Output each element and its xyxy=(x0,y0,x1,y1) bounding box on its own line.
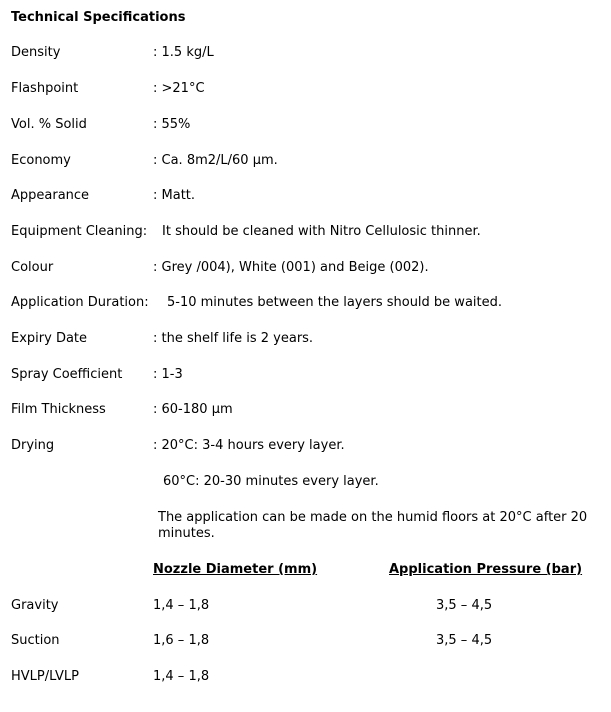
spec-value: : 1.5 kg/L xyxy=(153,45,214,60)
spec-label: Expiry Date xyxy=(11,331,88,346)
table-row-method: Gravity xyxy=(11,598,59,613)
spec-label: Appearance xyxy=(11,188,90,203)
spec-value: : 1-3 xyxy=(153,367,183,382)
table-header-nozzle: Nozzle Diameter (mm) xyxy=(153,562,318,577)
table-row-nozzle: 1,4 – 1,8 xyxy=(153,598,210,613)
spec-label: Spray Coefficient xyxy=(11,367,123,382)
drying-extra: 60°C: 20-30 minutes every layer. xyxy=(163,474,379,489)
spec-label: Flashpoint xyxy=(11,81,79,96)
spec-value: : the shelf life is 2 years. xyxy=(153,331,314,346)
table-row-nozzle: 1,4 – 1,8 xyxy=(153,669,210,684)
table-row-pressure: 3,5 – 4,5 xyxy=(436,633,493,648)
spec-label: Film Thickness xyxy=(11,402,106,417)
spec-value: 5-10 minutes between the layers should be waited. xyxy=(167,295,502,310)
table-header-pressure: Application Pressure (bar) xyxy=(389,562,583,577)
spec-label: Density xyxy=(11,45,61,60)
spec-value: : 20°C: 3-4 hours every layer. xyxy=(153,438,345,453)
table-row-nozzle: 1,6 – 1,8 xyxy=(153,633,210,648)
spec-label: Equipment Cleaning: xyxy=(11,224,148,239)
spec-label: Application Duration: xyxy=(11,295,149,310)
spec-label: Drying xyxy=(11,438,55,453)
spec-value: : Grey /004), White (001) and Beige (002). xyxy=(153,260,429,275)
table-row-pressure: 3,5 – 4,5 xyxy=(436,598,493,613)
spec-label: Economy xyxy=(11,153,71,168)
spec-value: : 55% xyxy=(153,117,191,132)
spec-value: : >21°C xyxy=(153,81,205,96)
spec-label: Vol. % Solid xyxy=(11,117,87,132)
table-row-method: Suction xyxy=(11,633,60,648)
humid-note: The application can be made on the humid floors at 20°C after 20 minutes. xyxy=(158,510,588,541)
spec-value: : Ca. 8m2/L/60 µm. xyxy=(153,153,278,168)
spec-value: : 60-180 µm xyxy=(153,402,233,417)
spec-label: Colour xyxy=(11,260,54,275)
spec-value: : Matt. xyxy=(153,188,196,203)
page-title: Technical Specifications xyxy=(11,10,186,25)
table-row-method: HVLP/LVLP xyxy=(11,669,79,684)
spec-value: It should be cleaned with Nitro Cellulosic thinner. xyxy=(162,224,481,239)
